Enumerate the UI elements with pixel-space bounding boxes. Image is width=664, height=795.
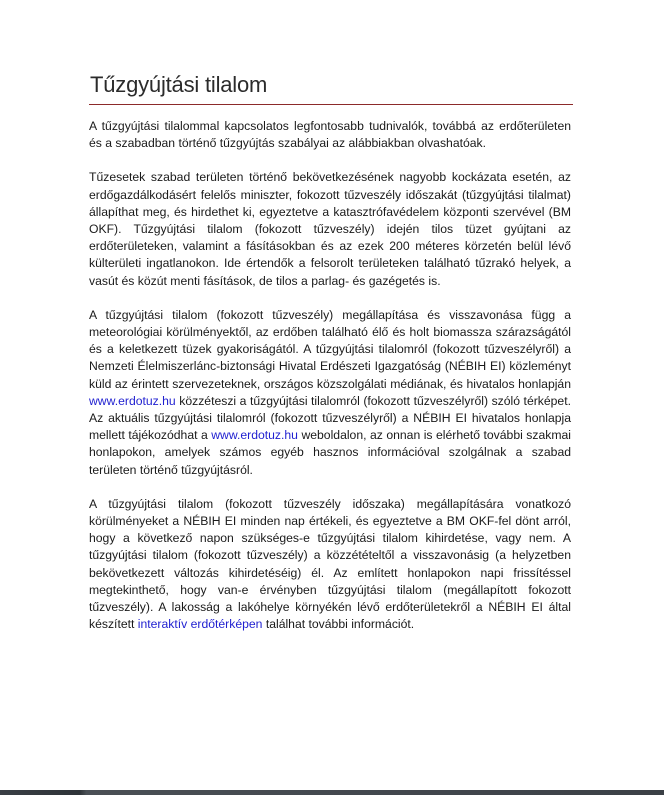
paragraph-daily-evaluation: [89, 496, 571, 634]
page-title: Tűzgyújtási tilalom: [90, 72, 268, 97]
paragraph-fire-risk: Tűzesetek szabad területen történő bekövetkezésének nagyobb kockázata esetén, az erdőgazdálkodásért felelős miniszter, fokozott tűzveszély időszakát (tűzgyújtási tilalmat) állapíthat meg, és hirdethet ki, egyeztetve a katasztrófavédelem központi szervével (BM OKF). Tűzgyújtási tilalom (fokozott tűzveszély) idején tilos tüzet gyújtani az erdőterületeken, valamint a fásításokban és az ezek 200 méteres körzetén belül lévő külterületi ingatlanokon. Ide értendők a felsorolt területeken található tűzrakó helyek, a vasút és közút menti fásítások, de tilos a parlag- és gazégetés is.: [89, 170, 571, 288]
paragraph-intro: A tűzgyújtási tilalommal kapcsolatos legfontosabb tudnivalók, továbbá az erdőterületen és a szabadban történő tűzgyújtás szabályai az alábbiakban olvashatóak.: [89, 119, 571, 151]
document-body: [89, 118, 571, 650]
paragraph-announcement: [89, 307, 571, 479]
erdotuz-link[interactable]: www.erdotuz.hu: [89, 393, 176, 408]
erdotuz-link-2[interactable]: www.erdotuz.hu: [211, 428, 298, 443]
paragraph-text-segment: A tűzgyújtási tilalom (fokozott tűzveszély időszaka) megállapítására vonatkozó körülményeket a NÉBIH EI minden nap értékeli, és egyeztetve a BM OKF-fel dönt arról, hogy a következő napon szükséges-e tűzgyújtási tilalom kihirdetése, vagy nem. A tűzgyújtási tilalom (fokozott tűzveszély) a közzétételtől a visszavonásig (a helyzetben bekövetkezett változás kihirdetéséig) él. Az említett honlapokon napi frissítéssel megtekinthető, hogy van-e érvényben tűzgyújtási tilalom (megállapított fokozott tűzveszély). A lakosság a lakóhelye környékén lévő erdőterületekről a NÉBIH EI által készített: [89, 496, 571, 632]
paragraph-text-segment: közzéteszi a tűzgyújtási tilalomról (fokozott tűzveszélyről) szóló térképet. Az aktuális tűzgyújtási tilalomról (fokozott tűzveszélyről) a NÉBIH EI hivatalos honlapja mellett tájékozódhat a: [89, 393, 571, 443]
title-underline-divider: [89, 104, 573, 105]
viewer-bottom-bar: [0, 790, 664, 795]
paragraph-text-segment: A tűzgyújtási tilalom (fokozott tűzveszély) megállapítása és visszavonása függ a meteorológiai körülményektől, az erdőben található élő és holt biomassza szárazságától és a keletkezett tüzek gyakoriságától. A tűzgyújtási tilalomról (fokozott tűzveszélyről) a Nemzeti Élelmiszerlánc-biztonsági Hivatal Erdészeti Igazgatóság (NÉBIH EI) közleményt küld az érintett szervezeteknek, országos közszolgálati médiának, és hivatalos honlapján: [89, 307, 571, 391]
paragraph-text-segment: találhat további információt.: [262, 617, 415, 632]
paragraph-text-segment: weboldalon, az onnan is elérhető további szakmai honlapokon, amelyek számos egyéb hasznos információval szolgálnak a szabad területen történő tűzgyújtásról.: [89, 428, 572, 477]
interactive-forest-map-link[interactable]: interaktív erdőtérképen: [137, 617, 263, 632]
